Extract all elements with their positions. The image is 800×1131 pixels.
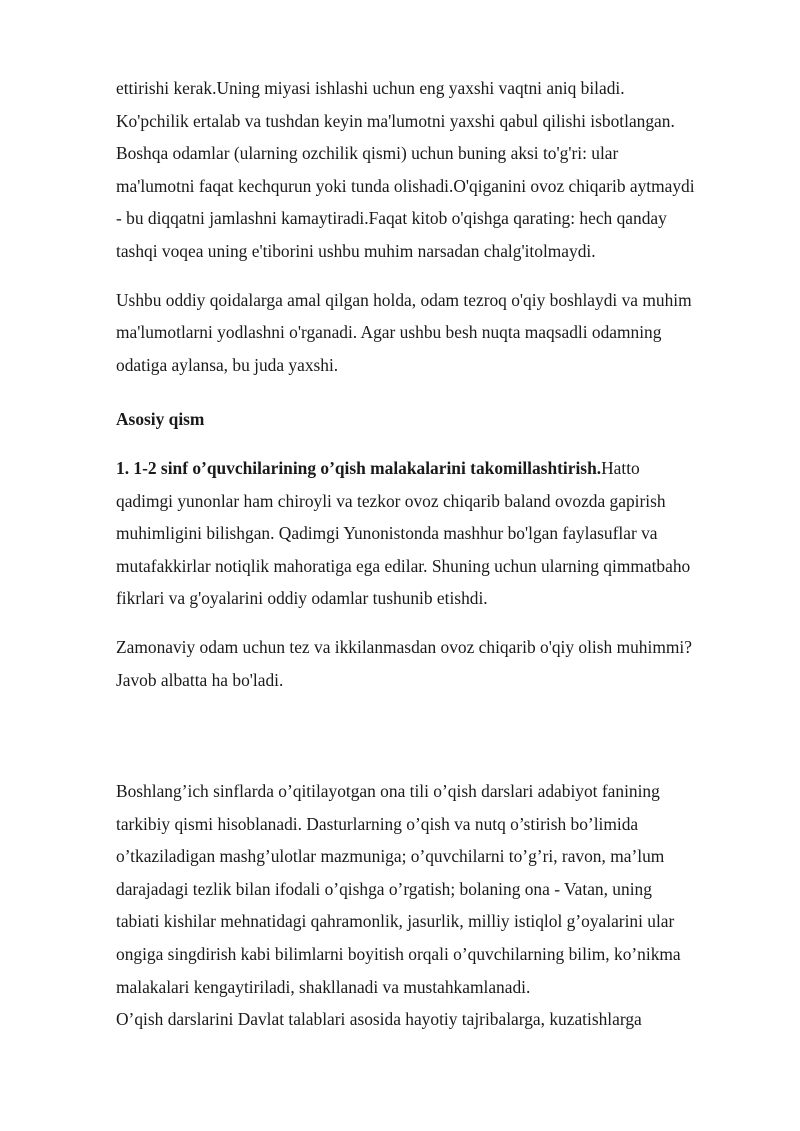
text-line: Zamonaviy odam uchun tez va ikkilanmasdan ovoz chiqarib o'qiy olish muhimmi?	[116, 636, 692, 657]
text-line: Boshlang’ich sinflarda o’qitilayotgan ona tili o’qish darslari adabiyot fanining	[116, 781, 660, 802]
text-run: Hatto	[601, 457, 640, 478]
text-line: ongiga singdirish kabi bilimlarni boyitish orqali o’quvchilarning bilim, ko’nikma	[116, 944, 681, 965]
text-line: qadimgi yunonlar ham chiroyli va tezkor ovoz chiqarib baland ovozda gapirish	[116, 490, 666, 511]
section-heading: Asosiy qism	[116, 409, 205, 430]
text-line: Ko'pchilik ertalab va tushdan keyin ma'lumotni yaxshi qabul qilishi isbotlangan.	[116, 110, 675, 131]
text-line: tabiati kishilar mehnatidagi qahramonlik, jasurlik, milliy istiqlol g’oyalarini ular	[116, 911, 675, 932]
text-line: darajadagi tezlik bilan ifodali o’qishga o’rgatish; bolaning ona - Vatan, uning	[116, 878, 652, 899]
text-line: o’tkaziladigan mashg’ulotlar mazmuniga; o’quvchilarni to’g’ri, ravon, ma’lum	[116, 846, 665, 867]
text-line: mutafakkirlar notiqlik mahoratiga ega edilar. Shuning uchun ularning qimmatbaho	[116, 555, 691, 576]
text-line: fikrlari va g'oyalarini oddiy odamlar tushunib etishdi.	[116, 588, 488, 609]
paragraph-reading-time	[116, 72, 696, 268]
text-line: odatiga aylansa, bu juda yaxshi.	[116, 354, 339, 375]
text-line: Boshqa odamlar (ularning ozchilik qismi) uchun buning aksi to'g'ri: ular	[116, 143, 619, 164]
paragraph-greek-orators	[116, 452, 696, 615]
text-line: muhimligini bilishgan. Qadimgi Yunonistonda mashhur bo'lgan faylasuflar va	[116, 523, 658, 544]
text-line: ma'lumotni faqat kechqurun yoki tunda olishadi.O'qiganini ovoz chiqarib aytmaydi	[116, 175, 695, 196]
paragraph-simple-rules	[116, 284, 696, 382]
paragraph-modern-reading	[116, 631, 696, 696]
paragraph-primary-classes	[116, 775, 696, 1036]
text-line: Javob albatta ha bo'ladi.	[116, 669, 284, 690]
document-page	[116, 72, 696, 1036]
numbered-subheading: 1. 1-2 sinf o’quvchilarining o’qish malakalarini takomillashtirish.	[116, 457, 602, 478]
text-line: - bu diqqatni jamlashni kamaytiradi.Faqat kitob o'qishga qarating: hech qanday	[116, 208, 667, 229]
text-line: ettirishi kerak.Uning miyasi ishlashi uchun eng yaxshi vaqtni aniq biladi.	[116, 78, 625, 98]
text-line: malakalari kengaytiriladi, shakllanadi va mustahkamlanadi.	[116, 976, 531, 997]
text-line: O’qish darslarini Davlat talablari asosida hayotiy tajribalarga, kuzatishlarga	[116, 1009, 642, 1030]
text-line: tarkibiy qismi hisoblanadi. Dasturlarning o’qish va nutq o’stirish bo’limida	[116, 813, 639, 834]
text-line: tashqi voqea uning e'tiborini ushbu muhim narsadan chalg'itolmaydi.	[116, 240, 596, 261]
text-line: ma'lumotlarni yodlashni o'rganadi. Agar ushbu besh nuqta maqsadli odamning	[116, 322, 662, 343]
text-line: Ushbu oddiy qoidalarga amal qilgan holda, odam tezroq o'qiy boshlaydi va muhim	[116, 289, 692, 310]
text-line	[116, 452, 696, 485]
